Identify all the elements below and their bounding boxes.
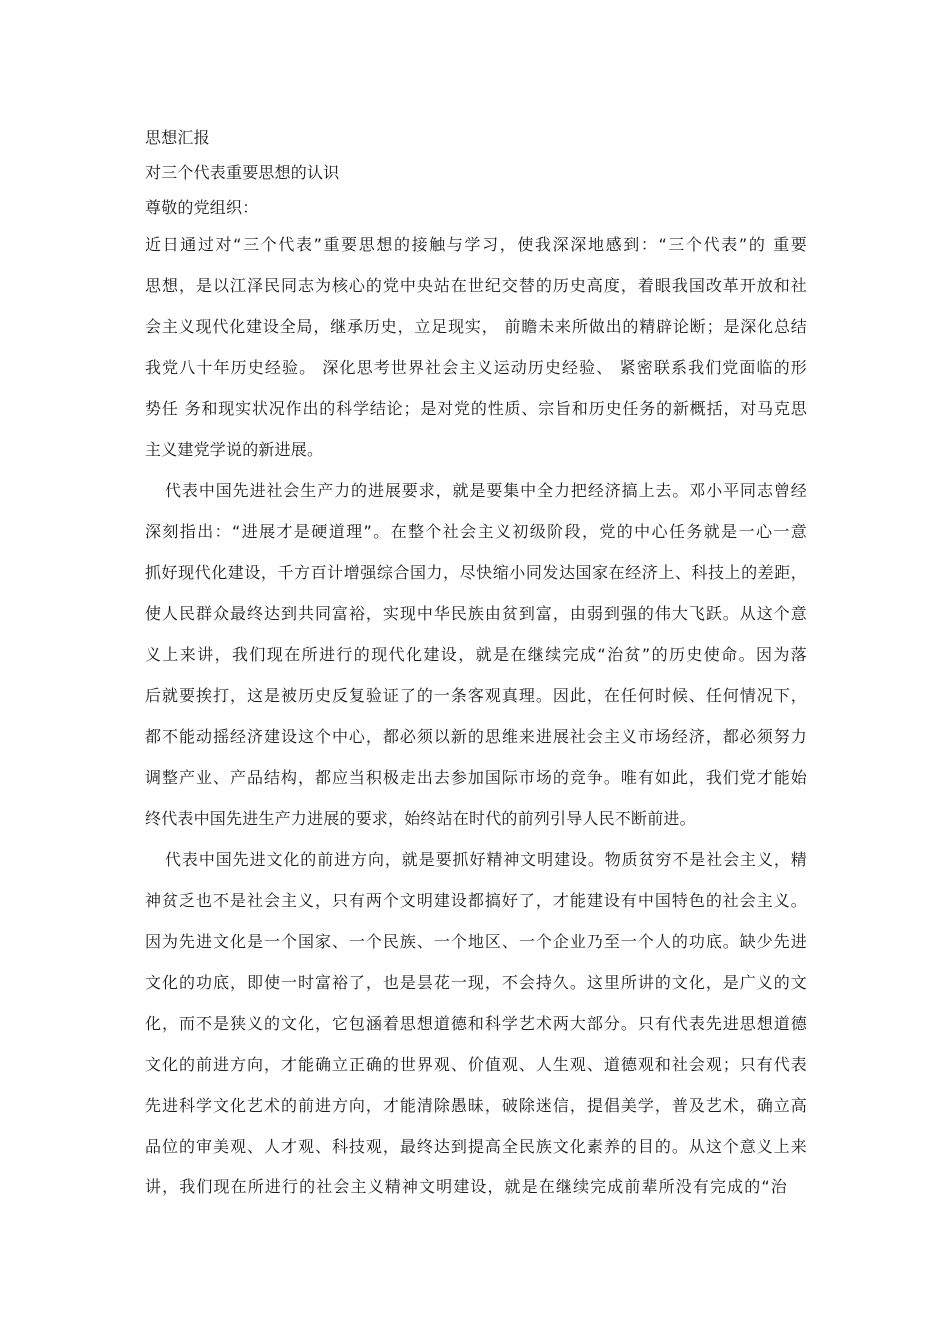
body-line: 因为先进文化是一个国家、一个民族、一个地区、一个企业乃至一个人的功底。缺少先进 [145, 932, 807, 951]
body-line: 先进科学文化艺术的前进方向，才能清除愚昧，破除迷信，提倡美学，普及艺术，确立高 [145, 1096, 807, 1115]
body-line: 终代表中国先进生产力进展的要求，始终站在时代的前列引导人民不断前进。 [145, 809, 696, 828]
body-line: 后就要挨打，这是被历史反复验证了的一条客观真理。因此，在任何时候、任何情况下， [145, 686, 807, 705]
body-line: 都不能动摇经济建设这个中心，都必须以新的思维来进展社会主义市场经济，都必须努力 [145, 727, 807, 746]
body-line: 文化的前进方向，才能确立正确的世界观、价值观、人生观、道德观和社会观；只有代表 [145, 1055, 807, 1074]
body-line: 神贫乏也不是社会主义，只有两个文明建设都搞好了，才能建设有中国特色的社会主义。 [145, 891, 807, 910]
body-line: 调整产业、产品结构，都应当积极走出去参加国际市场的竞争。唯有如此，我们党才能始 [145, 768, 807, 787]
document-heading: 思想汇报 [145, 128, 210, 147]
document-subject: 对三个代表重要思想的认识 [145, 163, 340, 182]
body-line: 深刻指出：“进展才是硬道理”。在整个社会主义初级阶段，党的中心任务就是一心一意 [145, 522, 807, 541]
body-line: 品位的审美观、人才观、科技观，最终达到提高全民族文化素养的目的。从这个意义上来 [145, 1137, 807, 1156]
body-line: 抓好现代化建设，千方百计增强综合国力，尽快缩小同发达国家在经济上、科技上的差距， [145, 563, 807, 582]
body-line: 思想，是以江泽民同志为核心的党中央站在世纪交替的历史高度，着眼我国改革开放和社 [145, 276, 807, 295]
body-line: 我党八十年历史经验。 深化思考世界社会主义运动历史经验、 紧密联系我们党面临的形 [145, 358, 807, 377]
body-line: 讲，我们现在所进行的社会主义精神文明建设，就是在继续完成前辈所没有完成的“治 [145, 1177, 787, 1196]
body-line: 义上来讲，我们现在所进行的现代化建设，就是在继续完成“治贫”的历史使命。因为落 [145, 645, 807, 664]
paragraph-start-line: 代表中国先进文化的前进方向，就是要抓好精神文明建设。物质贫穷不是社会主义，精 [165, 850, 807, 869]
body-line: 化，而不是狭义的文化，它包涵着思想道德和科学艺术两大部分。只有代表先进思想道德 [145, 1014, 807, 1033]
paragraph-start-line: 代表中国先进社会生产力的进展要求，就是要集中全力把经济搞上去。邓小平同志曾经 [165, 481, 807, 500]
salutation: 尊敬的党组织： [145, 198, 259, 217]
body-line: 势任 务和现实状况作出的科学结论；是对党的性质、宗旨和历史任务的新概括，对马克思 [145, 399, 807, 418]
body-line: 近日通过对“三个代表”重要思想的接触与学习，使我深深地感到：“三个代表”的 重要 [145, 235, 807, 254]
body-line: 文化的功底，即使一时富裕了，也是昙花一现，不会持久。这里所讲的文化，是广义的文 [145, 973, 807, 992]
body-line: 使人民群众最终达到共同富裕，实现中华民族由贫到富，由弱到强的伟大飞跃。从这个意 [145, 604, 807, 623]
body-line: 主义建党学说的新进展。 [145, 440, 324, 459]
body-line: 会主义现代化建设全局，继承历史，立足现实， 前瞻未来所做出的精辟论断；是深化总结 [145, 317, 807, 336]
